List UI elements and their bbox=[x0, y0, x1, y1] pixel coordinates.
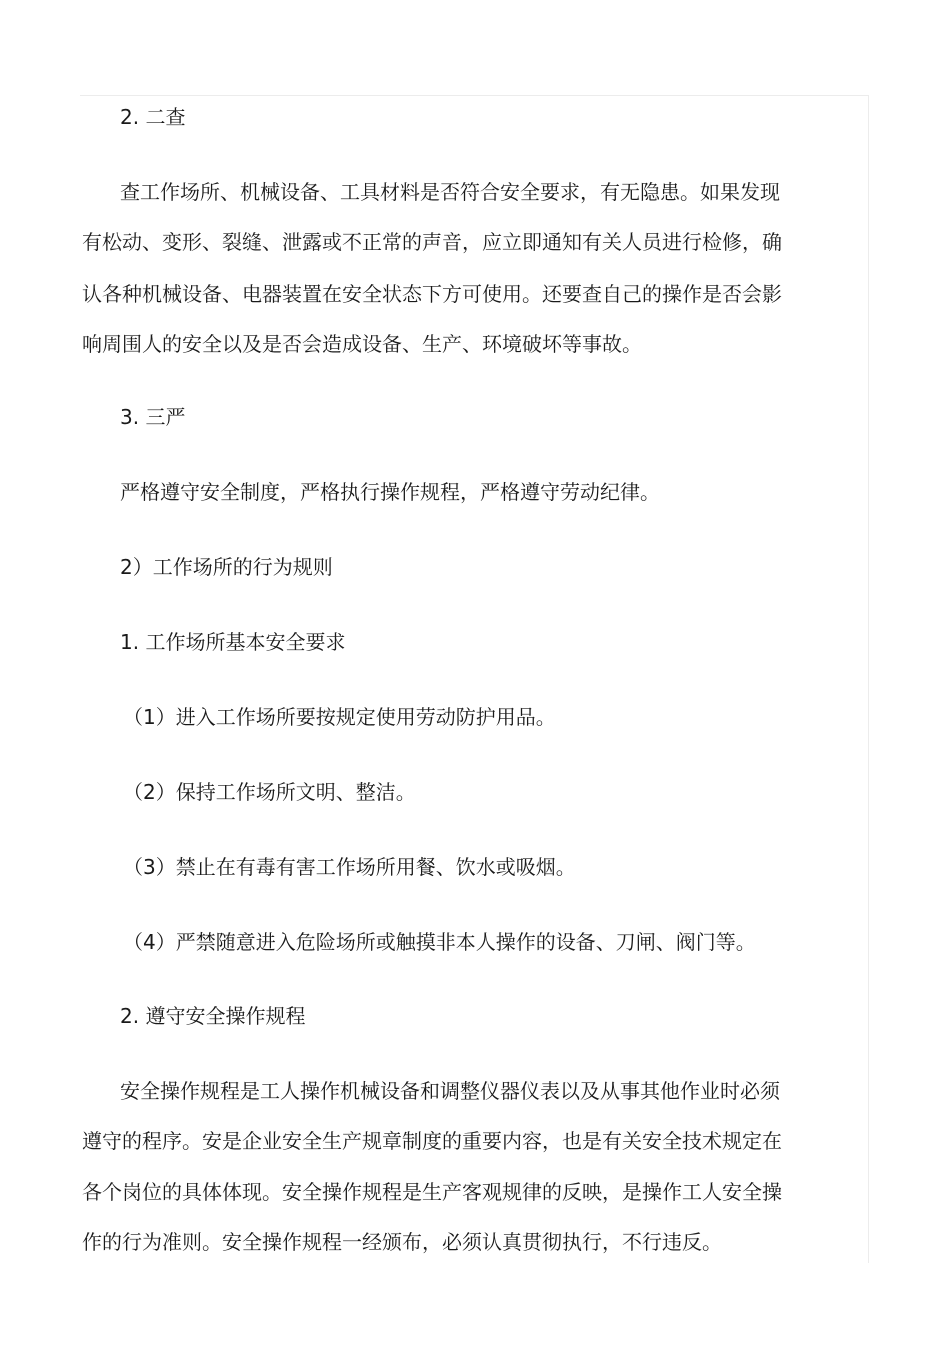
requirement-item-4: （4）严禁随意进入危险场所或触摸非本人操作的设备、刀闸、阀门等。 bbox=[123, 930, 756, 954]
heading-rules: 2. 遵守安全操作规程 bbox=[120, 1004, 306, 1028]
requirement-item-1: （1）进入工作场所要按规定使用劳动防护用品。 bbox=[123, 705, 556, 729]
para-rules-line-2: 遵守的程序。安是企业安全生产规章制度的重要内容，也是有关安全技术规定在 bbox=[82, 1129, 782, 1153]
para-rules-line-4: 作的行为准则。安全操作规程一经颁布，必须认真贯彻执行，不行违反。 bbox=[82, 1230, 722, 1254]
para-check-line-1: 查工作场所、机械设备、工具材料是否符合安全要求，有无隐患。如果发现 bbox=[120, 180, 780, 204]
page-right-rule bbox=[868, 95, 869, 1263]
section-workplace: 2）工作场所的行为规则 bbox=[120, 555, 333, 579]
para-rules-line-3: 各个岗位的具体体现。安全操作规程是生产客观规律的反映，是操作工人安全操 bbox=[82, 1180, 782, 1204]
page-top-rule bbox=[80, 95, 869, 96]
para-rules-line-1: 安全操作规程是工人操作机械设备和调整仪器仪表以及从事其他作业时必须 bbox=[120, 1079, 780, 1103]
requirement-item-3: （3）禁止在有毒有害工作场所用餐、饮水或吸烟。 bbox=[123, 855, 576, 879]
heading-san-yan: 3. 三严 bbox=[120, 405, 186, 429]
para-check-line-4: 响周围人的安全以及是否会造成设备、生产、环境破坏等事故。 bbox=[82, 332, 642, 356]
para-strict: 严格遵守安全制度，严格执行操作规程，严格遵守劳动纪律。 bbox=[120, 480, 660, 504]
para-check-line-2: 有松动、变形、裂缝、泄露或不正常的声音，应立即通知有关人员进行检修，确 bbox=[82, 230, 782, 254]
heading-basic-req: 1. 工作场所基本安全要求 bbox=[120, 630, 346, 654]
heading-er-cha: 2. 二查 bbox=[120, 105, 186, 129]
requirement-item-2: （2）保持工作场所文明、整洁。 bbox=[123, 780, 416, 804]
para-check-line-3: 认各种机械设备、电器装置在安全状态下方可使用。还要查自己的操作是否会影 bbox=[82, 282, 782, 306]
